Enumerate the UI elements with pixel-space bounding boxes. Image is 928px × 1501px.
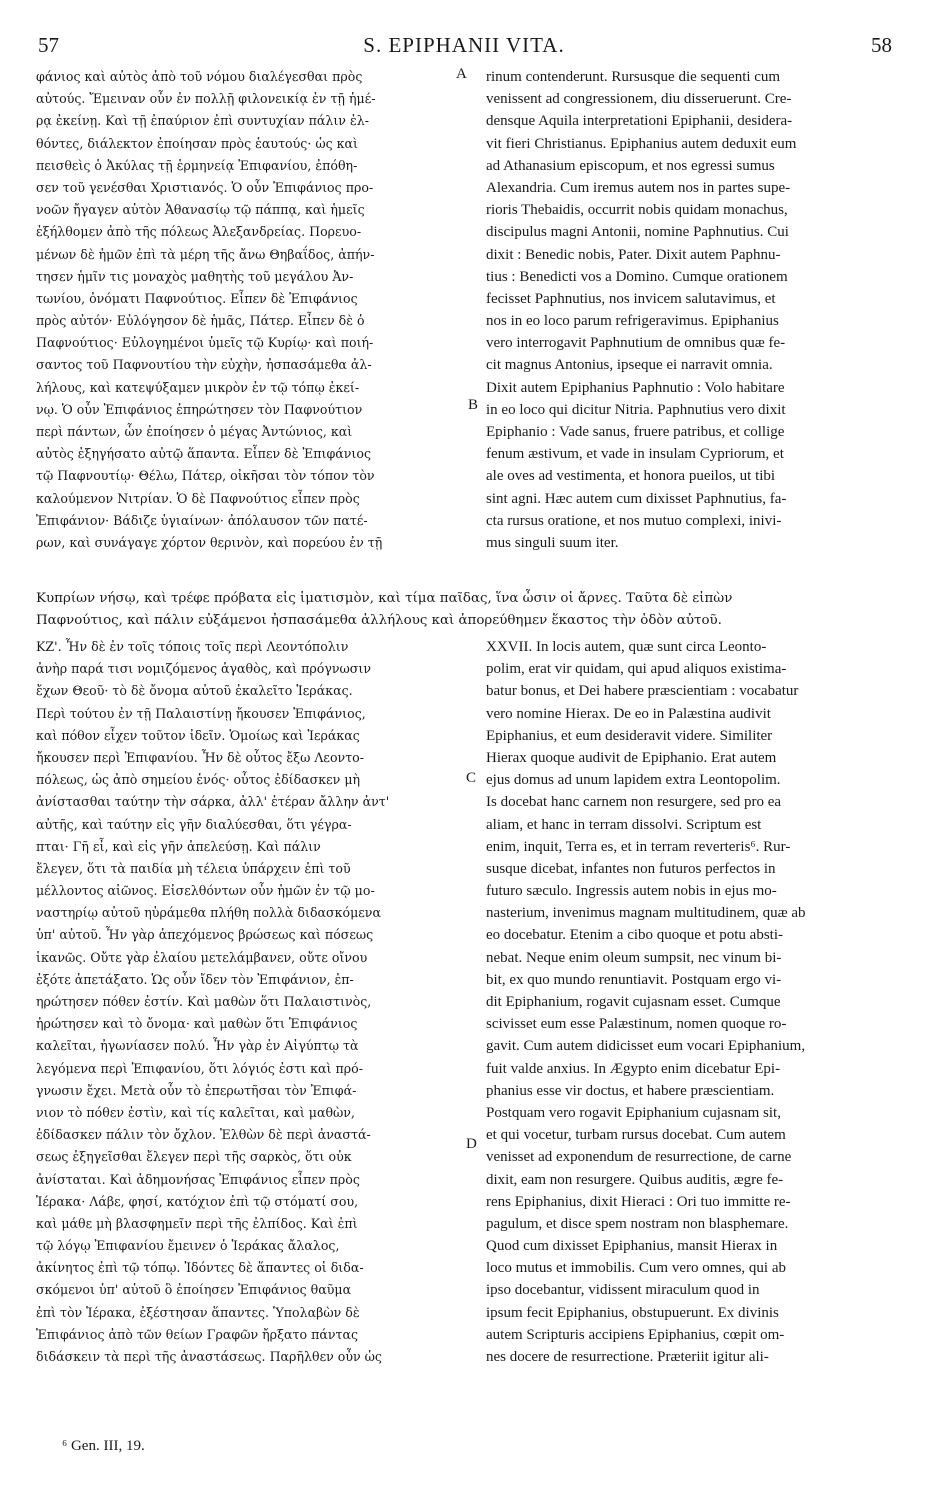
text-line: ρων, καὶ συνάγαγε χόρτον θερινὸν, καὶ πορεύου ἐν τῇ bbox=[36, 534, 383, 550]
text-line: ἐξήλθομεν ἀπὸ τῆς πόλεως Ἀλεξανδρείας. Πορευο- bbox=[36, 224, 362, 240]
text-line: ale oves ad vestimenta, et honora pueilos, ut tibi bbox=[486, 468, 776, 485]
text-line: πται· Γῆ εἶ, καὶ εἰς γῆν ἀπελεύσῃ. Καὶ πάλιν bbox=[36, 838, 321, 854]
latin-column-top bbox=[486, 66, 888, 554]
text-line: fuit valde anxius. In Ægypto enim dicebatur Epi- bbox=[486, 1060, 781, 1077]
text-line: tius : Benedicti vos a Domino. Cumque orationem bbox=[486, 268, 788, 285]
text-line: ἀνίσταται. Καὶ ἀδημονήσας Ἐπιφάνιος εἶπεν πρὸς bbox=[36, 1171, 360, 1187]
text-line: batur bonus, et Dei habere præscientiam : vocabatur bbox=[486, 683, 799, 700]
text-line: τωνίου, ὀνόματι Παφνούτιος. Εἶπεν δὲ Ἐπιφάνιος bbox=[36, 290, 358, 306]
text-line: αὐτὸς ἐξηγήσατο αὐτῷ ἅπαντα. Εἶπεν δὲ Ἐπιφάνιος bbox=[36, 446, 371, 462]
text-line: νοῶν ἤγαγεν αὐτὸν Ἀθανασίῳ τῷ πάππᾳ, καὶ ἡμεῖς bbox=[36, 202, 365, 218]
text-line: loco mutus et immobilis. Cum vero omnes, qui ab bbox=[486, 1260, 786, 1277]
text-line: ὑπ' αὐτοῦ. Ἦν γὰρ ἀπεχόμενος βρώσεως καὶ πόσεως bbox=[36, 927, 374, 943]
text-line: ἱκανῶς. Οὔτε γὰρ ἐλαίου μετελάμβανεν, οὔτε οἴνου bbox=[36, 949, 368, 965]
text-line: ἐδίδασκεν πάλιν τὸν ὄχλον. Ἐλθὼν δὲ περὶ ἀναστά- bbox=[36, 1127, 371, 1143]
text-line: καὶ μάθε μὴ βλασφημεῖν περὶ τῆς ἐλπίδος. Καὶ ἐπὶ bbox=[36, 1215, 358, 1231]
text-line: διδάσκειν τὰ περὶ τῆς ἀναστάσεως. Παρῆλθεν οὖν ὡς bbox=[36, 1349, 382, 1364]
text-line: scivisset eum esse Palæstinum, nomen quoque ro- bbox=[486, 1016, 787, 1033]
text-line: Dixit autem Epiphanius Paphnutio : Volo habitare bbox=[486, 379, 785, 396]
text-line: futuro sæculo. Ingressis autem nobis in ejus mo- bbox=[486, 883, 777, 900]
greek-column-top bbox=[36, 66, 468, 554]
text-line: Is docebat hanc carnem non resurgere, sed pro ea bbox=[486, 794, 782, 811]
text-line: νῳ. Ὁ οὖν Ἐπιφάνιος ἐπηρώτησεν τὸν Παφνούτιον bbox=[36, 401, 363, 417]
text-line: densque Aquila interpretationi Epiphanii, desidera- bbox=[486, 113, 793, 130]
text-line: νιον τὸ πόθεν ἐστὶν, καὶ τίς καλεῖται, καὶ μαθὼν, bbox=[36, 1104, 355, 1120]
text-line: venisset ad exponendum de resurrectione, de carne bbox=[486, 1149, 792, 1166]
text-line: dixit : Benedic nobis, Pater. Dixit autem Paphnu- bbox=[486, 246, 781, 263]
text-line: σκόμενοι ὑπ' αὐτοῦ ὃ ἐποίησεν Ἐπιφάνιος θαῦμα bbox=[36, 1282, 352, 1298]
text-line: ηρώτησεν πόθεν ἐστίν. Καὶ μαθὼν ὅτι Παλαιστινὸς, bbox=[36, 994, 372, 1009]
text-line: πόλεως, ὡς ἀπὸ σημείου ἑνός· οὗτος ἐδίδασκεν μὴ bbox=[36, 772, 361, 788]
text-line: venissent ad congressionem, diu disseruerunt. Cre- bbox=[486, 91, 792, 108]
text-line: σεως ἐξηγεῖσθαι ἔλεγεν περὶ τῆς σαρκὸς, ὅτι οὐκ bbox=[36, 1149, 352, 1165]
text-line: mus singuli suum iter. bbox=[486, 534, 619, 551]
text-line: polim, erat vir quidam, qui apud aliquos existima- bbox=[486, 661, 787, 678]
greek-column-bottom bbox=[36, 636, 468, 1368]
text-line: rioris Thebaidis, occurrit nobis quidam monachus, bbox=[486, 202, 788, 219]
text-line: ἠρώτησεν καὶ τὸ ὄνομα· καὶ μαθὼν ὅτι Ἐπιφάνιος bbox=[36, 1016, 358, 1032]
text-line: Quod cum dixisset Epiphanius, mansit Hierax in bbox=[486, 1238, 778, 1255]
text-line: vero nomine Hierax. De eo in Palæstina audivit bbox=[486, 705, 771, 722]
text-line: dit Epiphanium, rogavit cujasnam esset. Cumque bbox=[486, 994, 781, 1010]
text-line: autem Scripturis accipiens Epiphanius, cœpit om- bbox=[486, 1326, 785, 1343]
text-line: nes docere de resurrectione. Præteriit igitur ali- bbox=[486, 1349, 769, 1365]
text-line: γνωσιν ἔχει. Μετὰ οὖν τὸ ἐπερωτῆσαι τὸν Ἐπιφά- bbox=[36, 1082, 357, 1098]
text-line: ἀνὴρ παρά τισι νομιζόμενος ἀγαθὸς, καὶ πρόγνωσιν bbox=[36, 661, 372, 677]
greek-full-width-lines bbox=[36, 588, 892, 632]
text-line: ejus domus ad unum lapidem extra Leontopolim. bbox=[486, 772, 781, 789]
text-line: φάνιος καὶ αὐτὸς ἀπὸ τοῦ νόμου διαλέγεσθαι πρὸς bbox=[36, 69, 363, 84]
text-line: Postquam vero rogavit Epiphanium cujasnam sit, bbox=[486, 1104, 781, 1121]
text-line: σεν τοῦ γενέσθαι Χριστιανός. Ὁ οὖν Ἐπιφάνιος προ- bbox=[36, 179, 374, 195]
latin-column-bottom bbox=[486, 636, 888, 1368]
text-line: vit fieri Christianus. Epiphanius autem deduxit eum bbox=[486, 135, 797, 152]
text-line: Epiphanius, et eum desideravit videre. Similiter bbox=[486, 727, 773, 744]
text-line: fecisset Paphnutius, nos invicem salutavimus, et bbox=[486, 290, 776, 307]
text-line: nos in eo loco parum refrigeravimus. Epiphanius bbox=[486, 313, 779, 330]
text-line: cta rursus oratione, et nos mutuo complexi, inivi- bbox=[486, 512, 782, 529]
text-line: Ἐπιφάνιος ἀπὸ τῶν θείων Γραφῶν ἤρξατο πάντας bbox=[36, 1326, 359, 1342]
text-line: σαντος τοῦ Παφνουτίου τὴν εὐχὴν, ἠσπασάμεθα ἀλ- bbox=[36, 357, 372, 373]
text-line: τῷ λόγῳ Ἐπιφανίου ἔμεινεν ὁ Ἱεράκας ἄλαλος, bbox=[36, 1238, 340, 1254]
margin-letter-c: C bbox=[466, 770, 477, 786]
text-line: fenum æstivum, et vade in insulam Cypriorum, et bbox=[486, 446, 784, 463]
margin-letter-a: A bbox=[456, 66, 467, 82]
text-line: sint agni. Hæc autem cum dixisset Paphnutius, fa- bbox=[486, 490, 787, 507]
text-line: ΚΖ'. Ἦν δὲ ἐν τοῖς τόποις τοῖς περὶ Λεοντόπολιν bbox=[36, 639, 349, 654]
text-line: eo docebatur. Etenim a cibo quoque et potu absti- bbox=[486, 927, 783, 944]
text-line: ἀκίνητος ἐπὶ τῷ τόπῳ. Ἰδόντες δὲ ἅπαντες οἱ διδα- bbox=[36, 1260, 364, 1276]
text-line: θόντες, διάλεκτον ἐποίησαν πρὸς ἑαυτούς· ὡς καὶ bbox=[36, 135, 358, 151]
text-line: ἐπὶ τὸν Ἱέρακα, ἐξέστησαν ἅπαντες. Ὑπολαβὼν δὲ bbox=[36, 1304, 360, 1320]
text-line: καλούμενον Νιτρίαν. Ὁ δὲ Παφνούτιος εἶπεν πρὸς bbox=[36, 490, 360, 506]
text-line: ἤκουσεν περὶ Ἐπιφανίου. Ἦν δὲ οὗτος ἔξω Λεοντο- bbox=[36, 749, 364, 765]
text-line: λήλους, καὶ κατεψύξαμεν μικρὸν ἐν τῷ τόπῳ ἐκεί- bbox=[36, 379, 360, 395]
text-line: aliam, et hanc in terram dissolvi. Scriptum est bbox=[486, 816, 762, 833]
text-line: αὐτούς. Ἔμειναν οὖν ἐν πολλῇ φιλονεικίᾳ ἐν τῇ ἡμέ- bbox=[36, 91, 376, 107]
text-line: Ἐπιφάνιον· Βάδιζε ὑγιαίνων· ἀπόλαυσον τῶν πατέ- bbox=[36, 512, 368, 528]
text-line: μένων δὲ ἡμῶν ἐπὶ τὰ μέρη τῆς ἄνω Θηβαΐδος, ἀπήν- bbox=[36, 246, 375, 262]
text-line: gavit. Cum autem didicisset eum vocari Epiphanium, bbox=[486, 1038, 806, 1055]
text-line: Alexandria. Cum iremus autem nos in partes supe- bbox=[486, 179, 791, 196]
text-line: καὶ πόθον εἶχεν τοῦτον ἰδεῖν. Ὁμοίως καὶ Ἱεράκας bbox=[36, 727, 360, 743]
text-line: susque dicebat, infantes non futuros perfectos in bbox=[486, 860, 776, 877]
text-line: et qui vocetur, turbam rursus docebat. Cum autem bbox=[486, 1127, 786, 1144]
text-line: ἐξότε ἀπετάξατο. Ὡς οὖν ἴδεν τὸν Ἐπιφάνιον, ἐπ- bbox=[36, 971, 354, 987]
text-line: ad Athanasium episcopum, et nos egressi sumus bbox=[486, 157, 775, 174]
page-number-right: 58 bbox=[871, 33, 892, 57]
text-line: πρὸς αὐτόν· Εὐλόγησον δὲ ἡμᾶς, Πάτερ. Εἶπεν δὲ ὁ bbox=[36, 313, 365, 329]
text-line: discipulus magni Antonii, nomine Paphnutius. Cui bbox=[486, 224, 789, 241]
text-line: enim, inquit, Terra es, et in terram reverteris⁶. Rur- bbox=[486, 838, 791, 855]
text-line: ρᾳ ἐκείνῃ. Καὶ τῇ ἐπαύριον ἐπὶ συντυχίαν πάλιν ἐλ- bbox=[36, 113, 369, 129]
text-line: pagulum, et disce spem nostram non blasphemare. bbox=[486, 1215, 789, 1232]
margin-letter-b: B bbox=[468, 397, 479, 413]
text-line: ἔχων Θεοῦ· τὸ δὲ ὄνομα αὐτοῦ ἐκαλεῖτο Ἱεράκας. bbox=[36, 683, 353, 699]
text-line: nebat. Neque enim oleum sumpsit, nec vinum bi- bbox=[486, 949, 782, 966]
text-line: vero interrogavit Paphnutium de omnibus quæ fe- bbox=[486, 335, 786, 352]
text-line: XXVII. In locis autem, quæ sunt circa Leonto- bbox=[486, 639, 767, 655]
text-line: ipsum fecit Epiphanius, obstupuerunt. Ex divinis bbox=[486, 1304, 779, 1321]
text-line: ipso docebantur, vidissent miraculum quod in bbox=[486, 1282, 760, 1299]
text-line: ἔλεγεν, ὅτι τὰ παιδία μὴ τέλεια ὑπάρχειν ἐπὶ τοῦ bbox=[36, 860, 351, 876]
text-line: Epiphanio : Vade sanus, fruere patribus, et collige bbox=[486, 424, 785, 440]
text-line: περὶ πάντων, ὧν ἐποίησεν ὁ μέγας Ἀντώνιος, καὶ bbox=[36, 424, 353, 439]
text-line: rens Epiphanius, dixit Hieraci : Ori tuo immitte re- bbox=[486, 1193, 791, 1210]
text-line: Ἱέρακα· Λάβε, φησί, κατόχιον ἐπὶ τῷ στόματί σου, bbox=[36, 1193, 359, 1209]
text-line: καλεῖται, ἠγωνίασεν πολύ. Ἦν γὰρ ἐν Αἰγύπτῳ τὰ bbox=[36, 1038, 359, 1054]
text-line: Κυπρίων νήσῳ, καὶ τρέφε πρόβατα εἰς ἱματισμὸν, καὶ τίμα παῖδας, ἵνα ὦσιν οἱ ἄρνες. Ταῦτα δὲ εἰπὼν bbox=[36, 591, 733, 606]
text-line: nasterium, invenimus magnam multitudinem, quæ ab bbox=[486, 905, 806, 922]
running-title: S. EPIPHANII VITA. bbox=[363, 33, 565, 57]
footnote: ⁶ Gen. III, 19. bbox=[62, 1438, 145, 1454]
text-line: Hierax quoque audivit de Epiphanio. Erat autem bbox=[486, 749, 777, 766]
text-line: πεισθεὶς ὁ Ἀκύλας τῇ ἑρμηνείᾳ Ἐπιφανίου, ἐπόθη- bbox=[36, 157, 358, 173]
text-line: ναστηρίῳ αὐτοῦ ηὑράμεθα πλήθη πολλὰ διδασκόμενα bbox=[36, 905, 381, 921]
text-line: Παφνούτιος, καὶ πάλιν εὐξάμενοι ἠσπασάμεθα ἀλλήλους καὶ ἀπορεύθημεν ἕκαστος τὴν ὁδὸν αὐτοῦ. bbox=[36, 613, 722, 629]
text-line: dixit, eam non resurgere. Quibus auditis, ægre fe- bbox=[486, 1171, 784, 1188]
text-line: Παφνούτιος· Εὐλογημένοι ὑμεῖς τῷ Κυρίῳ· καὶ ποιή- bbox=[36, 335, 374, 351]
text-line: bit, ex quo mundo renuntiavit. Postquam ergo vi- bbox=[486, 971, 782, 988]
text-line: Περὶ τούτου ἐν τῇ Παλαιστίνῃ ἤκουσεν Ἐπιφάνιος, bbox=[36, 705, 366, 721]
text-line: τῷ Παφνουτίῳ· Θέλω, Πάτερ, οἰκῆσαι τὸν τόπον τὸν bbox=[36, 468, 375, 484]
text-line: in eo loco qui dicitur Nitria. Paphnutius vero dixit bbox=[486, 401, 786, 418]
margin-letter-d: D bbox=[466, 1136, 477, 1152]
page-number-left: 57 bbox=[38, 33, 59, 57]
text-line: μέλλοντος αἰῶνος. Εἰσελθόντων οὖν ἡμῶν ἐν τῷ μο- bbox=[36, 883, 375, 899]
text-line: αὐτῆς, καὶ ταύτην εἰς γῆν διαλύεσθαι, ὅτι γέγρα- bbox=[36, 816, 352, 832]
text-line: ἀνίστασθαι ταύτην τὴν σάρκα, ἀλλ' ἑτέραν ἄλλην ἀντ' bbox=[36, 794, 390, 810]
text-line: τησεν ἡμῖν τις μοναχὸς μαθητὴς τοῦ μεγάλου Ἀν- bbox=[36, 268, 354, 284]
text-line: phanius esse vir doctus, et habere præscientiam. bbox=[486, 1082, 775, 1099]
text-line: rinum contenderunt. Rursusque die sequenti cum bbox=[486, 69, 781, 85]
text-line: λεγόμενα περὶ Ἐπιφανίου, ὅτι λόγιός ἐστι καὶ πρό- bbox=[36, 1060, 364, 1076]
text-line: cit magnus Antonius, ipseque ei narravit omnia. bbox=[486, 357, 773, 374]
